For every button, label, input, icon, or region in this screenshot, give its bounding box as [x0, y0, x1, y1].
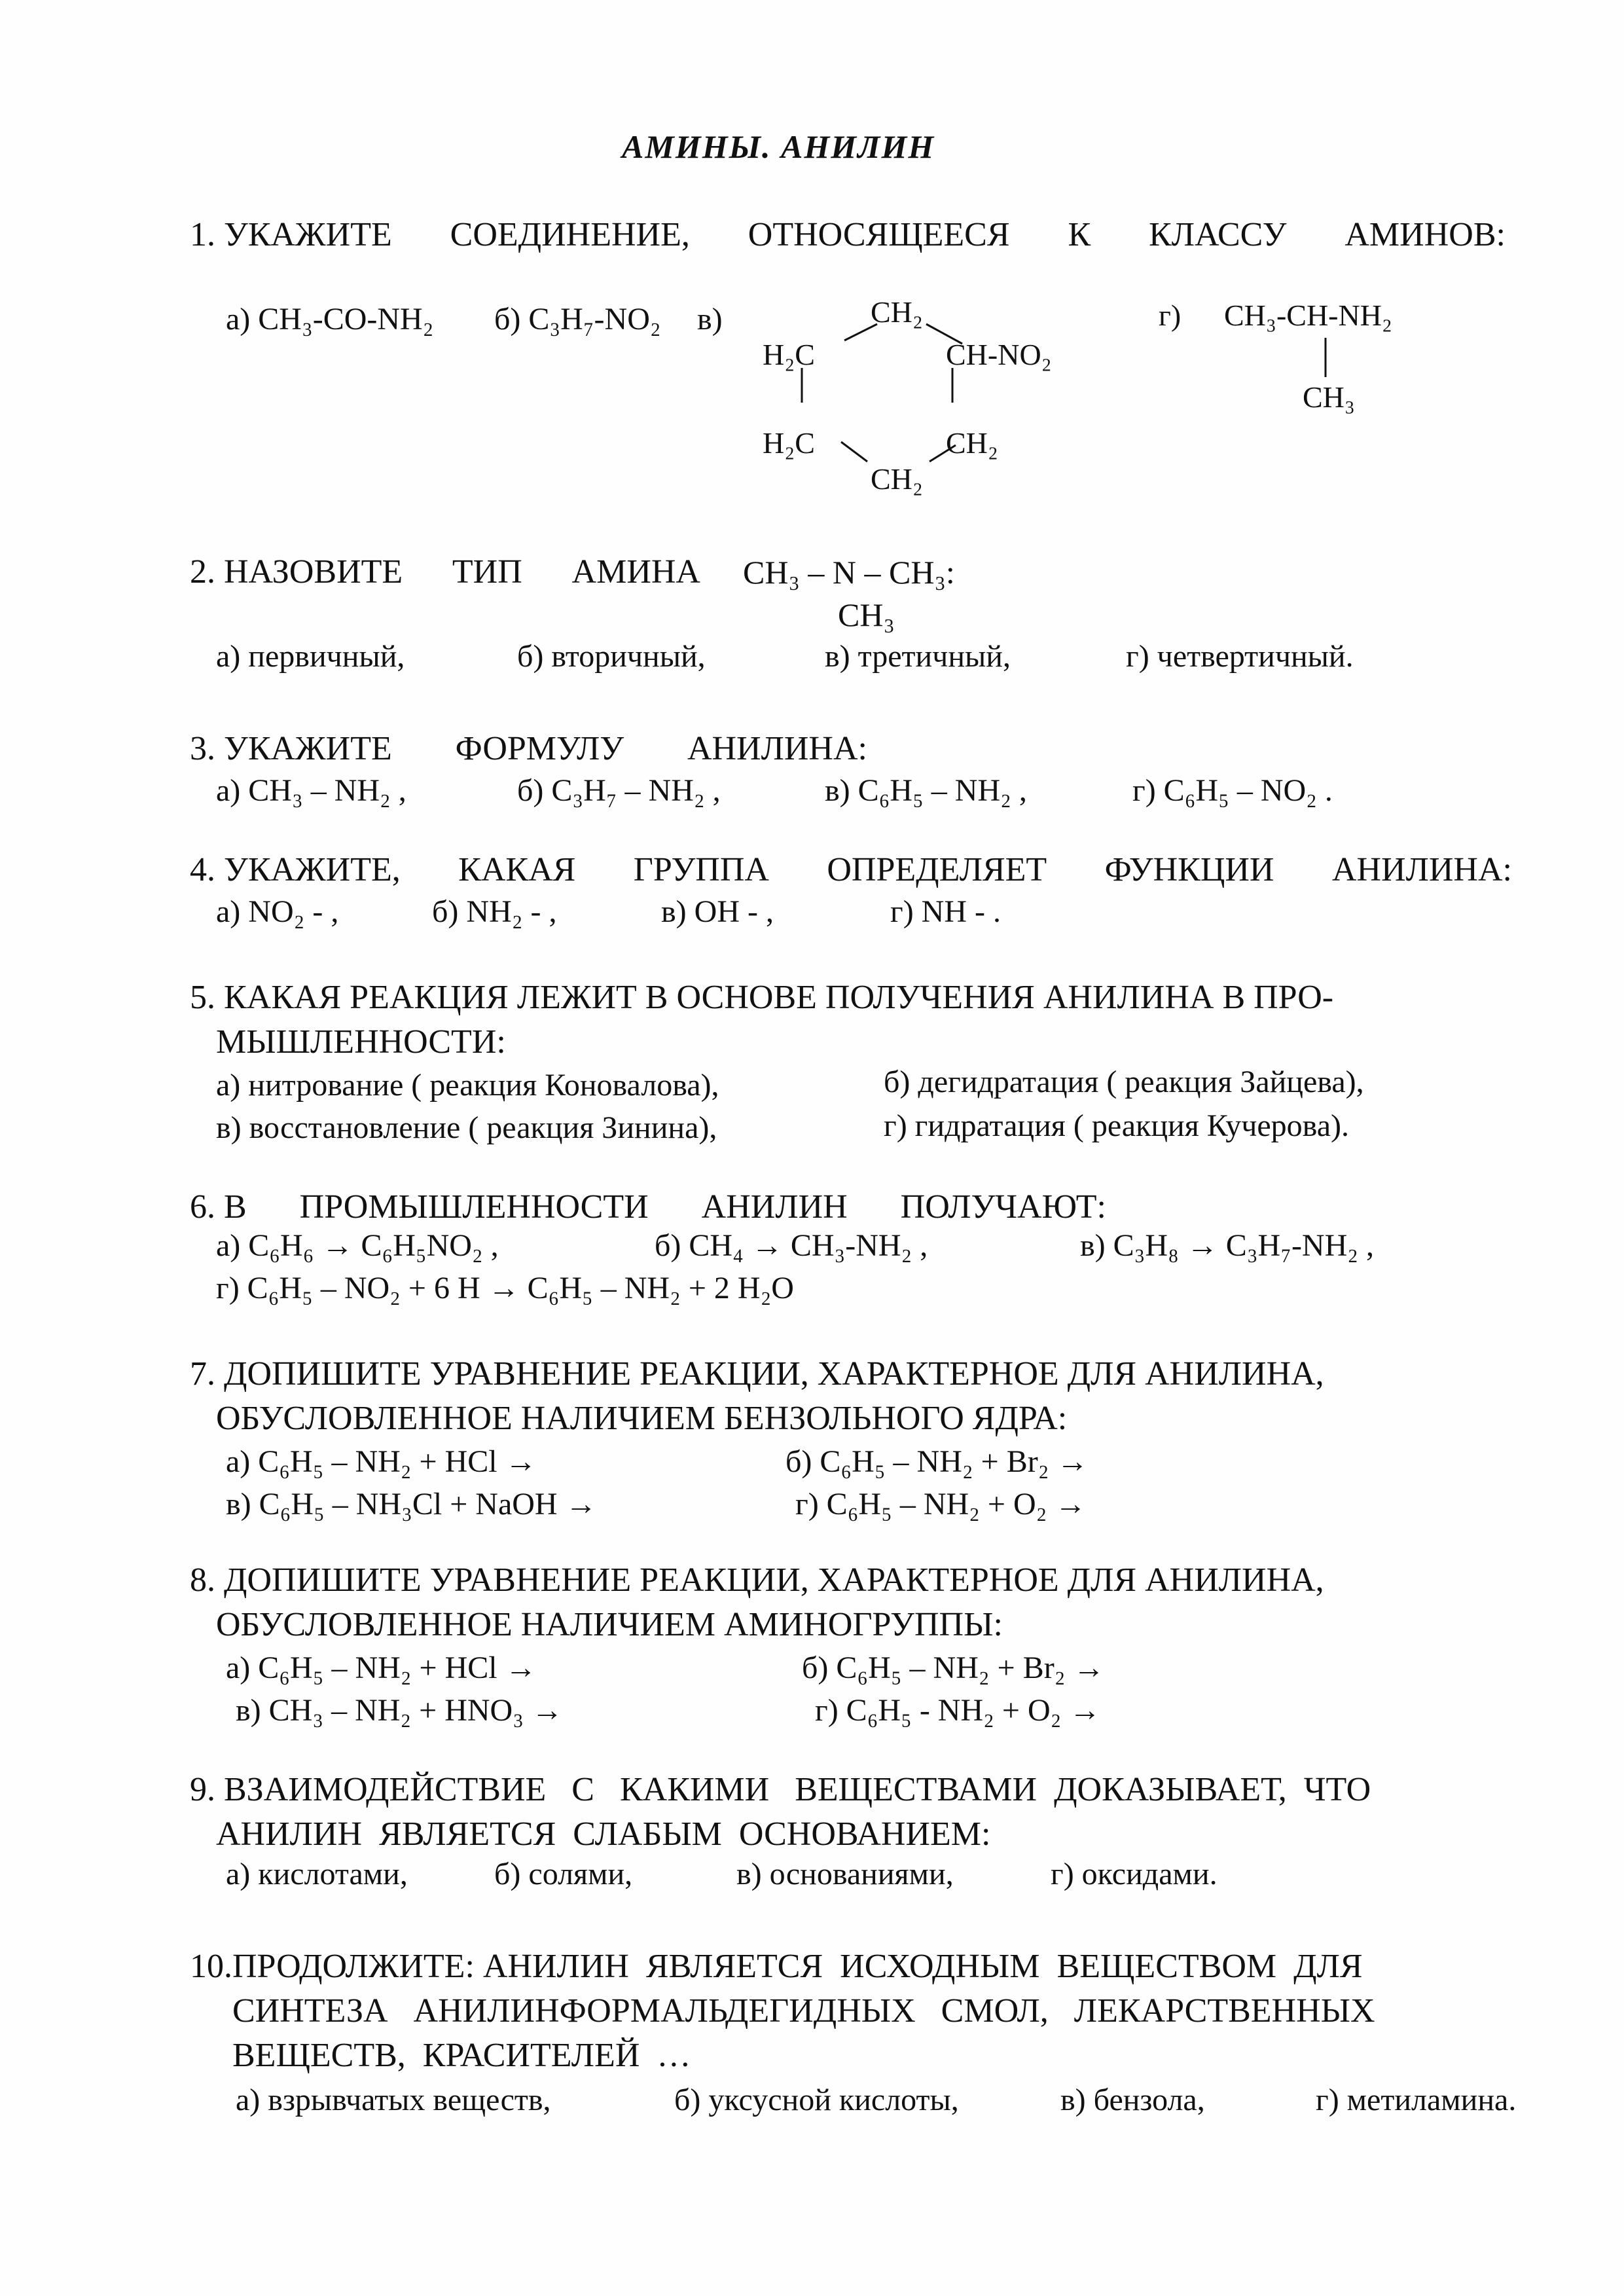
- cyclohexane-structure: [753, 295, 1080, 511]
- option-a: а) C₆H₅ – NH₂ + HCl →: [226, 1444, 537, 1479]
- question-3-text: 3. УКАЖИТЕ ФОРМУЛУ АНИЛИНА:: [190, 730, 867, 767]
- option-c: в) основаниями,: [736, 1857, 954, 1891]
- option-a: а) C₆H₆ → C₆H₅NO₂ ,: [216, 1228, 499, 1263]
- option-d-branch: CH₃: [1303, 380, 1355, 414]
- question-4-text: 4. УКАЖИТЕ, КАКАЯ ГРУППА ОПРЕДЕЛЯЕТ ФУНКЦИИ АНИЛИНА:: [190, 851, 1512, 888]
- question-2-text: 2. НАЗОВИТЕ ТИП АМИНА: [190, 553, 700, 591]
- option-c: в) CH₃ – NH₂ + HNO₃ →: [236, 1693, 563, 1728]
- question-8: [190, 1558, 1324, 1647]
- question-9: [190, 1768, 1538, 1857]
- question-6-text: 6. В ПРОМЫШЛЕННОСТИ АНИЛИН ПОЛУЧАЮТ:: [190, 1188, 1106, 1226]
- option-a: а) кислотами,: [226, 1857, 408, 1891]
- question-7: [190, 1352, 1324, 1441]
- ring-lower-right: CH₂: [946, 426, 998, 460]
- option-d: г) оксидами.: [1051, 1857, 1218, 1891]
- option-d: г) C₆H₅ – NO₂ + 6 H → C₆H₅ – NH₂ + 2 H₂O: [216, 1271, 794, 1305]
- option-b: б) NH₂ - ,: [432, 894, 557, 929]
- option-d: г) NH - .: [890, 894, 1001, 929]
- option-c: в) C₃H₈ → C₃H₇-NH₂ ,: [1080, 1228, 1374, 1263]
- question-7-line-1: 7. ДОПИШИТЕ УРАВНЕНИЕ РЕАКЦИИ, ХАРАКТЕРНОЕ ДЛЯ АНИЛИНА,: [190, 1355, 1324, 1393]
- option-b: б) CH₄ → CH₃-NH₂ ,: [655, 1228, 928, 1263]
- question-5-line-1: 5. КАКАЯ РЕАКЦИЯ ЛЕЖИТ В ОСНОВЕ ПОЛУЧЕНИЯ АНИЛИНА В ПРО-: [190, 979, 1334, 1016]
- option-b: б) дегидратация ( реакция Зайцева),: [884, 1065, 1364, 1099]
- option-b: б) C₆H₅ – NH₂ + Br₂ →: [785, 1444, 1089, 1479]
- option-a: а) первичный,: [216, 639, 405, 674]
- option-c: в) OH - ,: [661, 894, 774, 929]
- option-d: г) C₆H₅ – NO₂ .: [1132, 773, 1333, 808]
- option-c: в) восстановление ( реакция Зинина),: [216, 1110, 717, 1145]
- option-c: в) бензола,: [1060, 2083, 1205, 2117]
- question-10-line-1: 10.ПРОДОЛЖИТЕ: АНИЛИН ЯВЛЯЕТСЯ ИСХОДНЫМ ВЕЩЕСТВОМ ДЛЯ: [190, 1948, 1363, 1985]
- option-d-bond: [1319, 338, 1332, 384]
- question-10-line-3: ВЕЩЕСТВ, КРАСИТЕЛЕЙ …: [232, 2037, 691, 2074]
- ring-lower-left: H₂C: [763, 426, 815, 460]
- option-d: г) четвертичный.: [1126, 639, 1354, 674]
- question-3: [190, 727, 867, 771]
- option-b: б) уксусной кислоты,: [674, 2083, 959, 2117]
- option-d: г) C₆H₅ - NH₂ + O₂ →: [815, 1693, 1101, 1728]
- ring-top: CH₂: [871, 295, 923, 329]
- option-a: а) взрывчатых веществ,: [236, 2083, 551, 2117]
- question-8-line-1: 8. ДОПИШИТЕ УРАВНЕНИЕ РЕАКЦИИ, ХАРАКТЕРНОЕ ДЛЯ АНИЛИНА,: [190, 1561, 1324, 1599]
- question-5-line-2: МЫШЛЕННОСТИ:: [216, 1023, 506, 1061]
- question-2-formula-branch: CH₃: [838, 596, 895, 633]
- page-title: АМИНЫ. АНИЛИН: [622, 128, 935, 165]
- option-c: в) C₆H₅ – NH₃Cl + NaOH →: [226, 1487, 597, 1522]
- option-c: в) третичный,: [825, 639, 1011, 674]
- question-6: [190, 1185, 1106, 1230]
- question-9-line-2: АНИЛИН ЯВЛЯЕТСЯ СЛАБЫМ ОСНОВАНИЕМ:: [216, 1815, 991, 1853]
- option-b: б) солями,: [494, 1857, 633, 1891]
- question-2: [190, 550, 700, 594]
- option-a: а) CH₃ – NH₂ ,: [216, 773, 406, 808]
- option-c-label: в): [697, 302, 723, 337]
- option-b: б) вторичный,: [517, 639, 706, 674]
- ring-bottom: CH₂: [871, 462, 923, 496]
- question-2-formula: CH₃ – N – CH₃:: [743, 554, 955, 591]
- option-c: в) C₆H₅ – NH₂ ,: [825, 773, 1027, 808]
- question-10-line-2: СИНТЕЗА АНИЛИНФОРМАЛЬДЕГИДНЫХ СМОЛ, ЛЕКАРСТВЕННЫХ: [232, 1992, 1375, 2030]
- question-1: [190, 213, 1506, 257]
- question-4: [190, 848, 1512, 892]
- option-d-structure: [1159, 295, 1460, 426]
- question-10: [190, 1944, 1375, 2078]
- option-d: г) метиламина.: [1316, 2083, 1517, 2117]
- option-a: а) CH₃-CO-NH₂: [226, 302, 434, 337]
- question-5: [190, 975, 1333, 1065]
- question-8-line-2: ОБУСЛОВЛЕННОЕ НАЛИЧИЕМ АМИНОГРУППЫ:: [216, 1606, 1003, 1643]
- option-d-label: г): [1159, 299, 1182, 332]
- option-b: б) C₃H₇-NO₂: [494, 302, 661, 337]
- option-b: б) C₆H₅ – NH₂ + Br₂ →: [802, 1650, 1105, 1685]
- ring-upper-left: H₂C: [763, 338, 815, 371]
- option-a: а) нитрование ( реакция Коновалова),: [216, 1068, 719, 1102]
- question-1-text: 1. УКАЖИТЕ СОЕДИНЕНИЕ, ОТНОСЯЩЕЕСЯ К КЛАССУ АМИНОВ:: [190, 216, 1506, 253]
- question-7-line-2: ОБУСЛОВЛЕННОЕ НАЛИЧИЕМ БЕНЗОЛЬНОГО ЯДРА:: [216, 1400, 1068, 1437]
- option-d-main: CH₃-CH-NH₂: [1224, 299, 1392, 332]
- option-d: г) C₆H₅ – NH₂ + O₂ →: [795, 1487, 1087, 1522]
- option-a: а) C₆H₅ – NH₂ + HCl →: [226, 1650, 537, 1685]
- option-b: б) C₃H₇ – NH₂ ,: [517, 773, 721, 808]
- option-d: г) гидратация ( реакция Кучерова).: [884, 1108, 1349, 1143]
- ring-upper-right: CH-NO₂: [946, 338, 1052, 371]
- question-9-line-1: 9. ВЗАИМОДЕЙСТВИЕ С КАКИМИ ВЕЩЕСТВАМИ ДОКАЗЫВАЕТ, ЧТО: [190, 1771, 1371, 1808]
- option-a: а) NO₂ - ,: [216, 894, 339, 929]
